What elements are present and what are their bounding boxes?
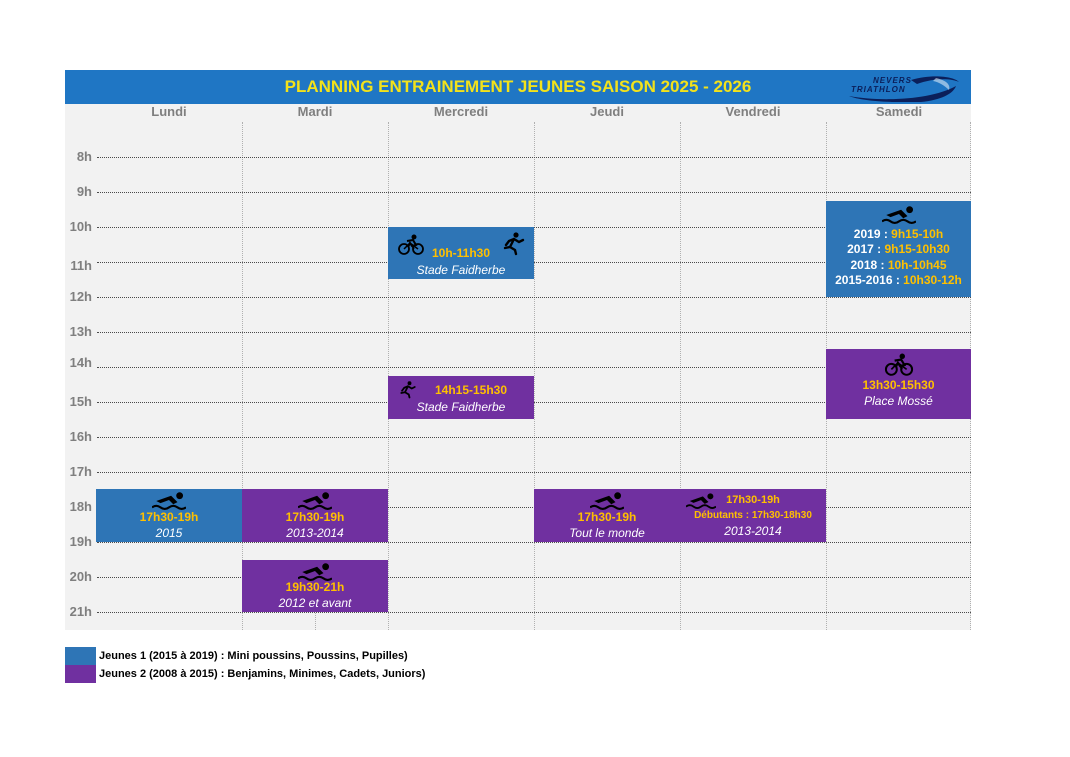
column-divider — [680, 122, 681, 630]
hour-label: 18h — [69, 499, 92, 514]
session-sub-time: Débutants : 17h30-18h30 — [694, 510, 812, 521]
session-group: 2013-2014 — [724, 524, 782, 538]
day-header-mercredi: Mercredi — [433, 104, 489, 119]
day-header-samedi: Samedi — [875, 104, 923, 119]
row-time: 10h30-12h — [903, 273, 962, 287]
session-samedi-bike — [826, 349, 971, 419]
row-label: 2015-2016 : — [835, 273, 904, 287]
session-place: Stade Faidherbe — [416, 400, 506, 414]
session-group: 2013-2014 — [286, 526, 344, 540]
hour-line — [97, 157, 971, 158]
session-time: 10h-11h30 — [431, 246, 491, 260]
session-mercredi-morning — [388, 227, 534, 279]
logo-line2: TRIATHLON — [851, 85, 906, 94]
hour-line — [97, 612, 971, 613]
hour-line — [97, 192, 971, 193]
session-time: 17h30-19h — [726, 494, 780, 506]
day-header-jeudi: Jeudi — [590, 104, 624, 119]
session-time: 14h15-15h30 — [434, 383, 508, 397]
hour-label: 15h — [69, 394, 92, 409]
legend-text-jeunes2: Jeunes 2 (2008 à 2015) : Benjamins, Minimes, Cadets, Juniors) — [99, 668, 426, 680]
legend-swatch-jeunes1 — [65, 647, 96, 665]
day-header-mardi: Mardi — [297, 104, 333, 119]
swim-row — [826, 242, 971, 256]
session-lundi — [96, 489, 242, 542]
hour-label: 10h — [69, 219, 92, 234]
row-label: 2019 : — [853, 227, 892, 241]
session-time: 17h30-19h — [139, 510, 199, 524]
session-mardi-1 — [242, 489, 388, 542]
hour-label: 17h — [69, 464, 92, 479]
row-label: 2017 : — [847, 242, 885, 256]
hour-label: 11h — [70, 258, 92, 273]
hour-label: 12h — [69, 289, 92, 304]
swim-icon — [298, 491, 332, 511]
nevers-triathlon-logo — [841, 72, 961, 102]
row-label: 2018 : — [850, 258, 888, 272]
session-mardi-2 — [242, 560, 388, 612]
session-place: Place Mossé — [864, 394, 933, 408]
swim-row — [826, 227, 971, 241]
hour-label: 13h — [69, 324, 92, 339]
run-icon — [502, 232, 526, 256]
swim-icon — [882, 205, 916, 225]
day-header-vendredi: Vendredi — [725, 104, 781, 119]
session-place: Stade Faidherbe — [416, 263, 506, 277]
swim-icon — [590, 491, 624, 511]
legend-swatch-jeunes2 — [65, 665, 96, 683]
session-samedi-swim — [826, 201, 971, 297]
hour-line — [97, 437, 971, 438]
hour-line — [97, 332, 971, 333]
hour-label: 9h — [76, 184, 92, 199]
page-title: PLANNING ENTRAINEMENT JEUNES SAISON 2025 - 2026 — [284, 77, 752, 96]
logo-line1: NEVERS — [873, 76, 912, 85]
hour-line — [97, 542, 971, 543]
column-divider — [242, 122, 243, 630]
column-divider — [534, 122, 535, 630]
swim-row — [826, 258, 971, 272]
day-header-lundi: Lundi — [151, 104, 187, 119]
legend-text-jeunes1: Jeunes 1 (2015 à 2019) : Mini poussins, Poussins, Pupilles) — [99, 650, 408, 662]
session-time: 17h30-19h — [577, 510, 637, 524]
session-jeudi — [534, 489, 680, 542]
title-bar — [65, 70, 971, 104]
session-vendredi — [680, 489, 826, 542]
swim-row — [826, 273, 971, 287]
hour-line — [97, 472, 971, 473]
swim-icon — [298, 562, 332, 582]
hour-label: 21h — [69, 604, 92, 619]
session-time: 19h30-21h — [285, 580, 345, 594]
hour-label: 19h — [69, 534, 92, 549]
hour-label: 14h — [69, 355, 92, 370]
hour-label: 16h — [69, 429, 92, 444]
row-time: 9h15-10h — [891, 227, 944, 241]
hour-label: 20h — [69, 569, 92, 584]
hour-line — [97, 577, 971, 578]
hour-line — [97, 297, 971, 298]
bike-icon — [884, 353, 914, 377]
session-mercredi-afternoon — [388, 376, 534, 419]
row-time: 9h15-10h30 — [884, 242, 950, 256]
session-group: 2012 et avant — [278, 596, 352, 610]
session-time: 13h30-15h30 — [862, 378, 935, 392]
row-time: 10h-10h45 — [887, 258, 947, 272]
hour-label: 8h — [76, 149, 92, 164]
session-group: Tout le monde — [569, 526, 645, 540]
swim-icon — [152, 491, 186, 511]
logo-text — [851, 76, 912, 94]
session-time: 17h30-19h — [285, 510, 345, 524]
session-group: 2015 — [155, 526, 183, 540]
